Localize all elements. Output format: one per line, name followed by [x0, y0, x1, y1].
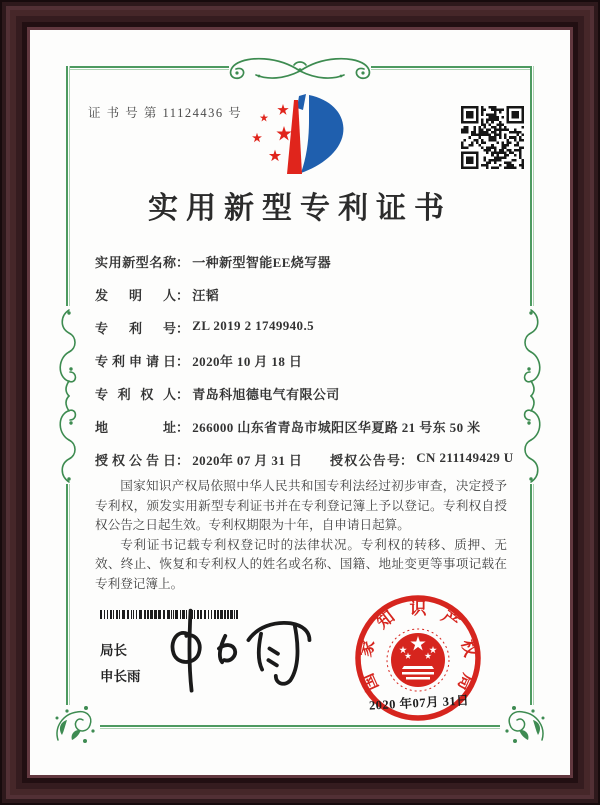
field-label: 实用新型名称	[95, 255, 176, 270]
bottom-left-floral-ornament-icon	[52, 700, 96, 746]
field-grant-number: 授权公告号： CN 211149429 U	[330, 450, 514, 468]
certificate-title: 实用新型专利证书	[148, 192, 452, 225]
field-row-address: 地址： 266000 山东省青岛市城阳区华夏路 21 号东 50 米	[95, 417, 513, 450]
right-scroll-ornament-icon	[517, 308, 545, 484]
field-label: 专利权人	[95, 387, 176, 402]
left-scroll-ornament-icon	[55, 308, 83, 484]
certificate-number: 证 书 号 第 11124436 号	[88, 106, 243, 120]
field-label: 地址	[95, 420, 176, 435]
field-value: 2020年 10 月 18 日	[192, 354, 303, 369]
seal-char: 权	[457, 637, 481, 659]
cnipa-red-seal	[351, 592, 487, 739]
field-label: 专利号	[95, 321, 176, 336]
field-row-inventor: 发明人： 汪韬	[95, 285, 513, 318]
signer-name: 申长雨	[100, 669, 141, 684]
field-value: 266000 山东省青岛市城阳区华夏路 21 号东 50 米	[192, 420, 481, 435]
qr-code	[461, 106, 524, 174]
seal-date: 2020 年07月 31日	[368, 693, 470, 713]
field-list	[95, 252, 513, 483]
field-row-patent-no: 专利号： ZL 2019 2 1749940.5	[95, 318, 314, 336]
legal-text	[95, 477, 507, 595]
seal-char: 产	[437, 606, 463, 633]
legal-paragraph: 国家知识产权局依照中华人民共和国专利法经过初步审查，决定授予专利权，颁发实用新型专利证书并在专利登记簿上予以登记。专利权自授权公告之日起生效。专利权期限为十年，自申请日起算。	[95, 479, 507, 533]
director-signature	[155, 598, 325, 703]
field-label: 发明人	[95, 288, 176, 303]
field-value: CN 211149429 U	[416, 450, 514, 465]
field-value: 一种新型智能EE烧写器	[192, 255, 332, 270]
field-label: 专利申请日	[95, 354, 176, 369]
seal-char: 知	[373, 606, 399, 633]
seal-char: 局	[453, 670, 479, 694]
top-flourish-ornament-icon	[212, 52, 388, 88]
legal-paragraph: 专利证书记载专利权登记时的法律状况。专利权的转移、质押、无效、终止、恢复和专利权人的姓名或名称、国籍、地址变更等事项记载在专利登记簿上。	[95, 537, 507, 591]
national-emblem-icon	[387, 629, 449, 691]
seal-char: 家	[355, 637, 379, 659]
cnipa-logo-icon	[247, 92, 353, 187]
field-row-patentee: 专利权人： 青岛科旭德电气有限公司	[95, 384, 513, 417]
signer-title: 局长	[100, 643, 127, 658]
seal-char: 国	[357, 670, 383, 694]
field-value: 汪韬	[192, 288, 220, 303]
field-label: 授权公告号	[330, 453, 400, 468]
field-row-name: 实用新型名称： 一种新型智能EE烧写器	[95, 252, 513, 285]
field-value: ZL 2019 2 1749940.5	[192, 318, 314, 333]
field-row-grant-date: 授权公告日： 2020年 07 月 31 日 授权公告号： CN 211149429 U	[95, 450, 514, 468]
field-value: 青岛科旭德电气有限公司	[192, 387, 340, 402]
bottom-right-floral-ornament-icon	[504, 700, 548, 746]
field-value: 2020年 07 月 31 日	[192, 453, 303, 468]
field-label: 授权公告日	[95, 453, 176, 468]
seal-char: 识	[409, 599, 427, 618]
field-row-filing-date: 专利申请日： 2020年 10 月 18 日	[95, 351, 513, 384]
